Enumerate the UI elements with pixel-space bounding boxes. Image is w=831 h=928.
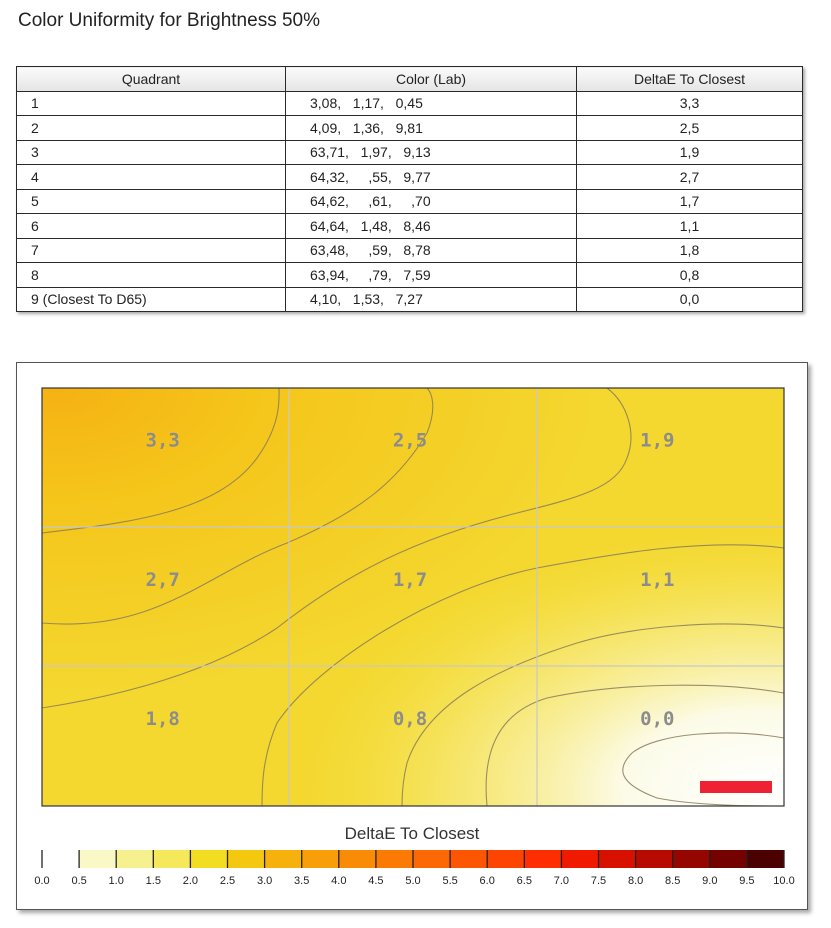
colorbar-tick-label: 3.5 [294, 875, 310, 887]
colorbar-tick-label: 6.0 [479, 875, 495, 887]
deltae-cell: 2,5 [577, 116, 803, 141]
colorbar-tick-label: 5.0 [405, 875, 421, 887]
colorbar-tick-label: 5.5 [442, 875, 458, 887]
colorbar-segment [450, 850, 488, 868]
table-row [17, 91, 803, 116]
cell-value-label: 0,0 [640, 708, 675, 731]
cell-value-label: 2,5 [392, 429, 428, 452]
colorbar-tick-label: 0.5 [71, 875, 87, 887]
quadrant-cell: 6 [17, 214, 286, 239]
lab-value-cell: 3,08, 1,17, 0,45 [286, 91, 577, 116]
deltae-cell: 2,7 [577, 165, 803, 190]
lab-value-cell: 63,48, ,59, 8,78 [286, 238, 577, 263]
colorbar-segment [153, 850, 191, 868]
reference-marker [700, 781, 772, 793]
colorbar-segment [339, 850, 377, 868]
deltae-cell: 3,3 [577, 91, 803, 116]
column-header-color-lab: Color (Lab) [286, 67, 577, 92]
cell-value-label: 1,9 [640, 429, 675, 452]
table-row [17, 214, 803, 239]
colorbar-tick-label: 8.0 [627, 875, 644, 887]
table-row [17, 140, 803, 165]
colorbar-tick-label: 9.0 [702, 875, 718, 887]
deltae-cell: 1,9 [577, 140, 803, 165]
colorbar-segment [190, 850, 228, 868]
lab-value-cell: 64,62, ,61, ,70 [286, 189, 577, 214]
quadrant-cell: 9 (Closest To D65) [17, 287, 286, 312]
colorbar-tick-label: 2.0 [182, 875, 199, 887]
column-header-quadrant: Quadrant [17, 67, 286, 92]
colorbar-segment [116, 850, 154, 868]
quadrant-cell: 8 [17, 263, 286, 288]
deltae-cell: 1,8 [577, 238, 803, 263]
colorbar-segment [265, 850, 303, 868]
colorbar-segment [302, 850, 340, 868]
colorbar-tick-labels [17, 875, 807, 891]
cell-value-label: 3,3 [145, 429, 180, 452]
colorbar-segment [561, 850, 599, 868]
colorbar-tick-label: 3.0 [256, 875, 273, 887]
colorbar-segment [42, 850, 80, 868]
colorbar-tick-label: 7.5 [590, 875, 607, 887]
colorbar [42, 850, 785, 868]
colorbar-title: DeltaE To Closest [344, 824, 480, 843]
quadrant-cell: 1 [17, 91, 286, 116]
deltae-cell: 0,0 [577, 287, 803, 312]
colorbar-segment [524, 850, 562, 868]
page-title: Color Uniformity for Brightness 50% [18, 10, 320, 31]
colorbar-segment [413, 850, 451, 868]
table-row [17, 116, 803, 141]
quadrant-cell: 7 [17, 238, 286, 263]
colorbar-tick-label: 10.0 [773, 875, 795, 887]
cell-value-label: 0,8 [392, 708, 428, 731]
quadrant-cell: 4 [17, 165, 286, 190]
colorbar-tick-label: 1.5 [145, 875, 161, 887]
colorbar-tick-label: 4.5 [368, 875, 384, 887]
colorbar-segment [710, 850, 748, 868]
cell-value-label: 1,8 [145, 708, 180, 731]
color-uniformity-table [16, 66, 803, 312]
table-header-row [17, 67, 803, 92]
cell-value-label: 2,7 [145, 568, 180, 591]
cell-value-label: 1,7 [392, 568, 428, 591]
quadrant-cell: 2 [17, 116, 286, 141]
lab-value-cell: 4,09, 1,36, 9,81 [286, 116, 577, 141]
lab-value-cell: 63,94, ,79, 7,59 [286, 263, 577, 288]
table-row [17, 287, 803, 312]
column-header-deltae: DeltaE To Closest [577, 67, 803, 92]
quadrant-cell: 5 [17, 189, 286, 214]
colorbar-segment [228, 850, 266, 868]
colorbar-segment [79, 850, 117, 868]
colorbar-segment [376, 850, 414, 868]
colorbar-segment [487, 850, 525, 868]
table-row [17, 165, 803, 190]
colorbar-tick-label: 7.0 [553, 875, 570, 887]
colorbar-segment [599, 850, 637, 868]
table-row [17, 238, 803, 263]
lab-value-cell: 4,10, 1,53, 7,27 [286, 287, 577, 312]
deltae-cell: 1,7 [577, 189, 803, 214]
colorbar-segment [673, 850, 711, 868]
deltae-cell: 0,8 [577, 263, 803, 288]
lab-value-cell: 63,71, 1,97, 9,13 [286, 140, 577, 165]
lab-value-cell: 64,64, 1,48, 8,46 [286, 214, 577, 239]
colorbar-tick-label: 4.0 [331, 875, 347, 887]
table-row [17, 189, 803, 214]
table-row [17, 263, 803, 288]
colorbar-tick-label: 1.0 [108, 875, 124, 887]
cell-value-label: 1,1 [640, 568, 675, 591]
colorbar-tick-label: 2.5 [219, 875, 236, 887]
colorbar-segment [747, 850, 785, 868]
deltae-cell: 1,1 [577, 214, 803, 239]
colorbar-segment [636, 850, 674, 868]
colorbar-tick-label: 9.5 [739, 875, 755, 887]
colorbar-tick-label: 6.5 [516, 875, 532, 887]
uniformity-heatmap-panel [16, 362, 808, 910]
colorbar-tick-label: 8.5 [665, 875, 681, 887]
quadrant-cell: 3 [17, 140, 286, 165]
lab-value-cell: 64,32, ,55, 9,77 [286, 165, 577, 190]
colorbar-tick-label: 0.0 [34, 875, 50, 887]
